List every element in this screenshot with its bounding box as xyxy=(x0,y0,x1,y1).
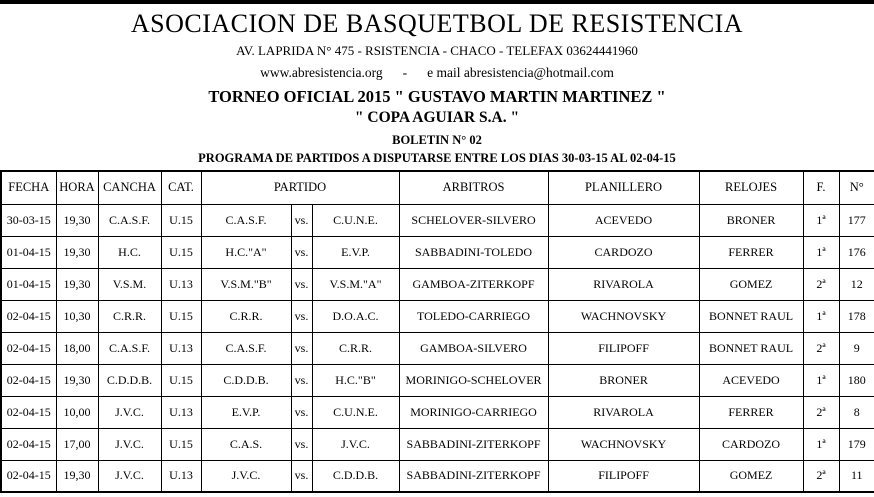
table-row xyxy=(1,300,874,332)
cell-vs: vs. xyxy=(291,236,312,268)
cell-arbitros: SABBADINI-TOLEDO xyxy=(399,236,548,268)
cell-cancha: C.R.R. xyxy=(98,300,161,332)
cell-numero: 180 xyxy=(839,364,874,396)
cell-home-team: C.D.D.B. xyxy=(201,364,291,396)
address-line: AV. LAPRIDA N° 475 - RSISTENCIA - CHACO - TELEFAX 03624441960 xyxy=(236,43,638,58)
cell-arbitros: MORINIGO-CARRIEGO xyxy=(399,396,548,428)
cell-away-team: C.U.N.E. xyxy=(312,396,399,428)
cell-planillero: BRONER xyxy=(548,364,699,396)
cell-home-team: C.A.S.F. xyxy=(201,204,291,236)
program-line: PROGRAMA DE PARTIDOS A DISPUTARSE ENTRE LOS DIAS 30-03-15 AL 02-04-15 xyxy=(198,151,676,165)
cell-home-team: C.A.S.F. xyxy=(201,332,291,364)
website-text: www.abresistencia.org xyxy=(260,65,383,80)
table-row xyxy=(1,460,874,492)
cell-categoria: U.13 xyxy=(161,460,201,492)
cell-hora: 17,00 xyxy=(56,428,98,460)
col-header-arbitros: ARBITROS xyxy=(399,171,548,204)
cell-relojes: ACEVEDO xyxy=(699,364,803,396)
table-row xyxy=(1,332,874,364)
cell-fecha: 01-04-15 xyxy=(1,236,56,268)
cell-numero: 12 xyxy=(839,268,874,300)
cell-hora: 10,00 xyxy=(56,396,98,428)
cell-away-team: C.U.N.E. xyxy=(312,204,399,236)
cell-fecha: 02-04-15 xyxy=(1,460,56,492)
cell-categoria: U.13 xyxy=(161,396,201,428)
cell-away-team: E.V.P. xyxy=(312,236,399,268)
cell-arbitros: SABBADINI-ZITERKOPF xyxy=(399,428,548,460)
cell-away-team: C.R.R. xyxy=(312,332,399,364)
col-header-cat: CAT. xyxy=(161,171,201,204)
cell-fecha: 30-03-15 xyxy=(1,204,56,236)
cell-relojes: BRONER xyxy=(699,204,803,236)
cell-categoria: U.15 xyxy=(161,204,201,236)
cell-hora: 19,30 xyxy=(56,204,98,236)
cell-relojes: FERRER xyxy=(699,236,803,268)
cell-fase: 1ª xyxy=(803,300,839,332)
cell-home-team: C.A.S. xyxy=(201,428,291,460)
cell-relojes: GOMEZ xyxy=(699,268,803,300)
cell-arbitros: SCHELOVER-SILVERO xyxy=(399,204,548,236)
cell-hora: 19,30 xyxy=(56,460,98,492)
document-header xyxy=(0,8,874,166)
page-top-edge xyxy=(0,0,874,4)
table-row xyxy=(1,364,874,396)
cell-vs: vs. xyxy=(291,396,312,428)
cell-arbitros: GAMBOA-SILVERO xyxy=(399,332,548,364)
col-header-partido: PARTIDO xyxy=(201,171,399,204)
cell-home-team: H.C."A" xyxy=(201,236,291,268)
cell-hora: 19,30 xyxy=(56,268,98,300)
cell-fase: 2ª xyxy=(803,460,839,492)
cell-home-team: J.V.C. xyxy=(201,460,291,492)
cell-categoria: U.15 xyxy=(161,236,201,268)
cell-fecha: 01-04-15 xyxy=(1,268,56,300)
cell-numero: 177 xyxy=(839,204,874,236)
cell-cancha: C.D.D.B. xyxy=(98,364,161,396)
cell-relojes: CARDOZO xyxy=(699,428,803,460)
cell-arbitros: MORINIGO-SCHELOVER xyxy=(399,364,548,396)
col-header-cancha: CANCHA xyxy=(98,171,161,204)
cell-relojes: GOMEZ xyxy=(699,460,803,492)
cell-numero: 8 xyxy=(839,396,874,428)
cell-planillero: FILIPOFF xyxy=(548,460,699,492)
col-header-planillero: PLANILLERO xyxy=(548,171,699,204)
cell-arbitros: GAMBOA-ZITERKOPF xyxy=(399,268,548,300)
cell-home-team: C.R.R. xyxy=(201,300,291,332)
cell-cancha: C.A.S.F. xyxy=(98,332,161,364)
cell-planillero: WACHNOVSKY xyxy=(548,428,699,460)
cell-hora: 19,30 xyxy=(56,364,98,396)
cell-hora: 10,30 xyxy=(56,300,98,332)
bulletin-number: BOLETIN N° 02 xyxy=(392,133,482,147)
cell-relojes: BONNET RAUL xyxy=(699,332,803,364)
cell-fecha: 02-04-15 xyxy=(1,300,56,332)
tournament-title: TORNEO OFICIAL 2015 " GUSTAVO MARTIN MARTINEZ " xyxy=(208,87,666,106)
cell-away-team: J.V.C. xyxy=(312,428,399,460)
table-row xyxy=(1,204,874,236)
cell-vs: vs. xyxy=(291,332,312,364)
cell-away-team: D.O.A.C. xyxy=(312,300,399,332)
cell-numero: 11 xyxy=(839,460,874,492)
cell-relojes: FERRER xyxy=(699,396,803,428)
cup-title: " COPA AGUIAR S.A. " xyxy=(354,109,520,126)
cell-relojes: BONNET RAUL xyxy=(699,300,803,332)
association-title: ASOCIACION DE BASQUETBOL DE RESISTENCIA xyxy=(130,9,744,38)
cell-arbitros: SABBADINI-ZITERKOPF xyxy=(399,460,548,492)
cell-categoria: U.15 xyxy=(161,300,201,332)
cell-categoria: U.13 xyxy=(161,332,201,364)
col-header-fase: F. xyxy=(803,171,839,204)
cell-away-team: C.D.D.B. xyxy=(312,460,399,492)
cell-hora: 18,00 xyxy=(56,332,98,364)
cell-planillero: RIVAROLA xyxy=(548,268,699,300)
cell-numero: 9 xyxy=(839,332,874,364)
col-header-hora: HORA xyxy=(56,171,98,204)
cell-planillero: FILIPOFF xyxy=(548,332,699,364)
cell-fase: 1ª xyxy=(803,428,839,460)
cell-fecha: 02-04-15 xyxy=(1,428,56,460)
col-header-relojes: RELOJES xyxy=(699,171,803,204)
separator-dash: - xyxy=(402,65,408,80)
cell-numero: 176 xyxy=(839,236,874,268)
table-row xyxy=(1,396,874,428)
cell-arbitros: TOLEDO-CARRIEGO xyxy=(399,300,548,332)
cell-cancha: V.S.M. xyxy=(98,268,161,300)
col-header-numero: N° xyxy=(839,171,874,204)
cell-fecha: 02-04-15 xyxy=(1,364,56,396)
cell-cancha: J.V.C. xyxy=(98,460,161,492)
cell-cancha: J.V.C. xyxy=(98,428,161,460)
cell-vs: vs. xyxy=(291,460,312,492)
cell-fecha: 02-04-15 xyxy=(1,396,56,428)
cell-cancha: J.V.C. xyxy=(98,396,161,428)
cell-fase: 1ª xyxy=(803,364,839,396)
cell-vs: vs. xyxy=(291,204,312,236)
cell-categoria: U.15 xyxy=(161,428,201,460)
cell-cancha: C.A.S.F. xyxy=(98,204,161,236)
cell-planillero: RIVAROLA xyxy=(548,396,699,428)
contact-line xyxy=(0,64,874,82)
table-header-row xyxy=(1,171,874,204)
cell-away-team: H.C."B" xyxy=(312,364,399,396)
cell-home-team: E.V.P. xyxy=(201,396,291,428)
cell-numero: 178 xyxy=(839,300,874,332)
cell-fase: 2ª xyxy=(803,396,839,428)
cell-fase: 1ª xyxy=(803,204,839,236)
cell-planillero: CARDOZO xyxy=(548,236,699,268)
cell-hora: 19,30 xyxy=(56,236,98,268)
cell-vs: vs. xyxy=(291,300,312,332)
cell-vs: vs. xyxy=(291,364,312,396)
table-row xyxy=(1,236,874,268)
cell-categoria: U.15 xyxy=(161,364,201,396)
cell-fecha: 02-04-15 xyxy=(1,332,56,364)
cell-planillero: WACHNOVSKY xyxy=(548,300,699,332)
schedule-table xyxy=(0,170,874,493)
table-row xyxy=(1,428,874,460)
cell-fase: 2ª xyxy=(803,332,839,364)
cell-categoria: U.13 xyxy=(161,268,201,300)
cell-away-team: V.S.M."A" xyxy=(312,268,399,300)
cell-fase: 1ª xyxy=(803,236,839,268)
cell-cancha: H.C. xyxy=(98,236,161,268)
cell-fase: 2ª xyxy=(803,268,839,300)
cell-planillero: ACEVEDO xyxy=(548,204,699,236)
cell-home-team: V.S.M."B" xyxy=(201,268,291,300)
cell-vs: vs. xyxy=(291,428,312,460)
col-header-fecha: FECHA xyxy=(1,171,56,204)
email-text: e mail abresistencia@hotmail.com xyxy=(427,65,614,80)
table-row xyxy=(1,268,874,300)
cell-vs: vs. xyxy=(291,268,312,300)
cell-numero: 179 xyxy=(839,428,874,460)
